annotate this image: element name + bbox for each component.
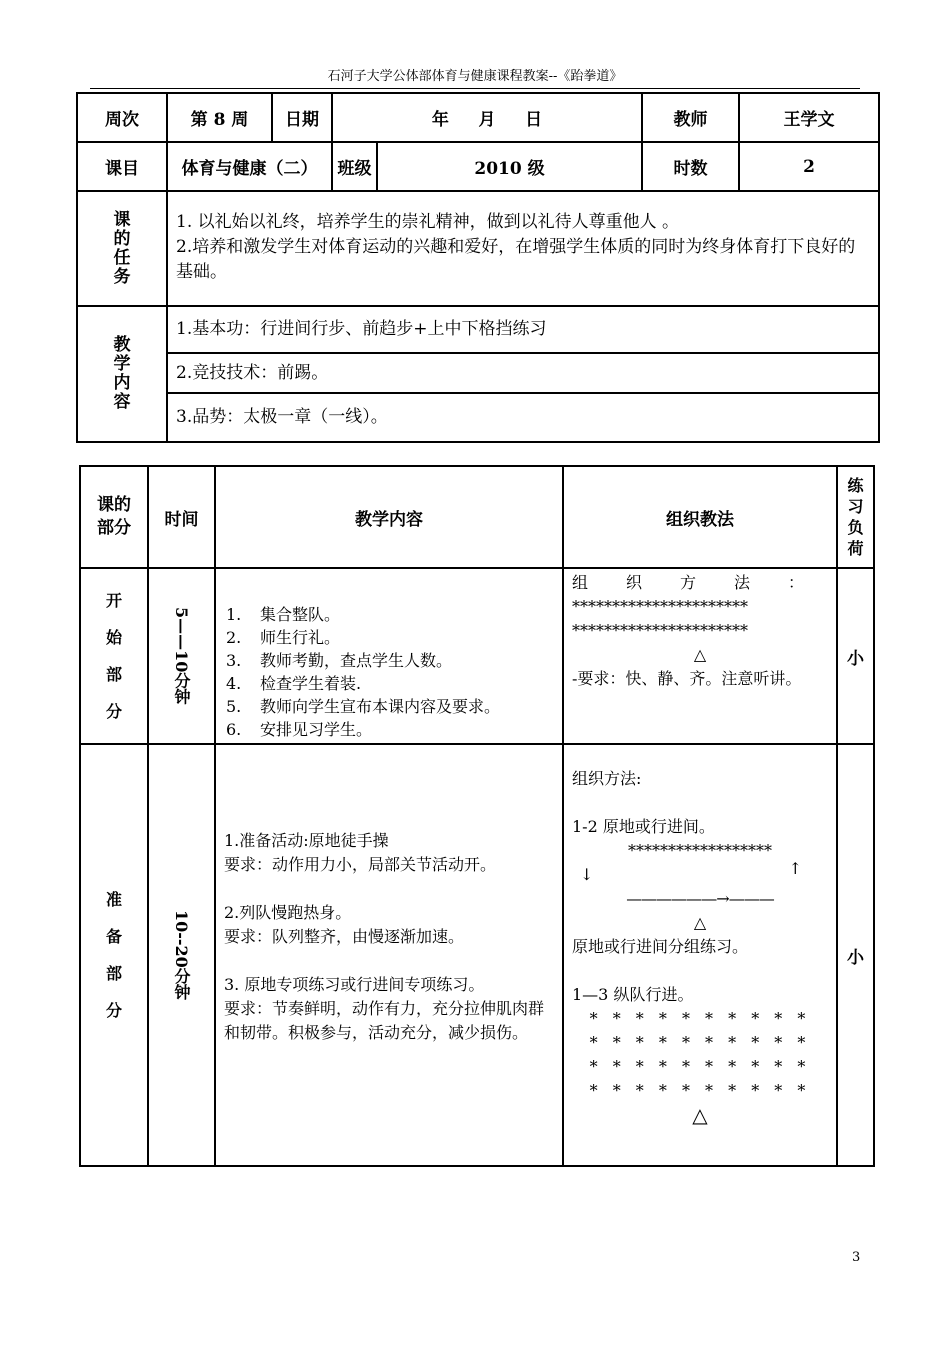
method-header: 组织教法 (563, 466, 837, 568)
subject-value: 体育与健康（二） (167, 142, 332, 191)
teacher-label: 教师 (642, 93, 739, 142)
part-header: 课的 部分 (80, 466, 148, 568)
arrow-up-icon: ↑ (788, 859, 802, 878)
content-item: 3.品势：太极一章（一线）。 (167, 393, 879, 442)
prep-method: 组织方法: 1-2 原地或行进间。 ****************** ↓ ↑ ——————→——— △ 原地或行进间分组练习。 1—3 纵队行进。 * * * * * * * * * * * * * * * * * * * * * * * * * * * * * * * * * * * * * * * * △ (563, 744, 837, 1166)
start-item: 2. 师生行礼。 (226, 628, 341, 647)
lesson-info-table (76, 92, 880, 443)
content-label: 教 学 内 容 (77, 306, 167, 442)
start-content (215, 568, 563, 744)
start-item: 4. 检查学生着装. (226, 674, 362, 693)
tasks-text: 1. 以礼始以礼终，培养学生的崇礼精神，做到以礼待人尊重他人 。 2.培养和激发学生对体育运动的兴趣和爱好，在增强学生体质的同时为终身体育打下良好的基础。 (167, 191, 879, 306)
tasks-label: 课 的 任 务 (77, 191, 167, 306)
start-time: 5——10分钟 (148, 568, 215, 744)
prep-time: 10--20分钟 (148, 744, 215, 1166)
start-item: 5. 教师向学生宣布本课内容及要求。 (226, 697, 501, 716)
start-item: 3. 教师考勤，查点学生人数。 (226, 651, 453, 670)
content-item: 2.竞技技术：前踢。 (167, 353, 879, 393)
teacher-value: 王学文 (739, 93, 879, 142)
time-header: 时间 (148, 466, 215, 568)
start-part-label: 开 始 部 分 (80, 568, 148, 744)
class-value: 2010 级 (377, 142, 642, 191)
start-item: 1. 集合整队。 (226, 605, 341, 624)
class-label: 班级 (332, 142, 377, 191)
date-value: 年 月 日 (332, 93, 642, 142)
subject-label: 课目 (77, 142, 167, 191)
header-rule (90, 88, 860, 89)
content-header: 教学内容 (215, 466, 563, 568)
date-label: 日期 (272, 93, 332, 142)
prep-part-label: 准 备 部 分 (80, 744, 148, 1166)
week-value: 第 8 周 (167, 93, 272, 142)
start-load: 小 (837, 568, 874, 744)
content-item: 1.基本功：行进间行步、前趋步+上中下格挡练习 (167, 306, 879, 353)
lesson-plan-table (79, 465, 875, 1167)
start-method: 组 织 方 法 ： ********************** ********************** △ -要求：快、静、齐。注意听讲。 (563, 568, 837, 744)
direction-line: ——————→——— (626, 889, 774, 908)
load-header: 练 习 负 荷 (837, 466, 874, 568)
arrow-down-icon: ↓ (580, 865, 594, 884)
document-header: 石河子大学公体部体育与健康课程教案--《跆拳道》 (327, 69, 623, 84)
prep-content: 1.准备活动:原地徒手操 要求：动作用力小，局部关节活动开。 2.列队慢跑热身。 要求：队列整齐，由慢逐渐加速。 3. 原地专项练习或行进间专项练习。 要求：节奏鲜明，动作有力，充分拉伸肌肉群和韧带。积极参与，活动充分，减少损伤。 (215, 744, 563, 1166)
week-label: 周次 (77, 93, 167, 142)
start-item: 6. 安排见习学生。 (226, 720, 373, 739)
hours-label: 时数 (642, 142, 739, 191)
page-number: 3 (852, 1250, 861, 1265)
hours-value: 2 (739, 142, 879, 191)
prep-load: 小 (837, 744, 874, 1166)
